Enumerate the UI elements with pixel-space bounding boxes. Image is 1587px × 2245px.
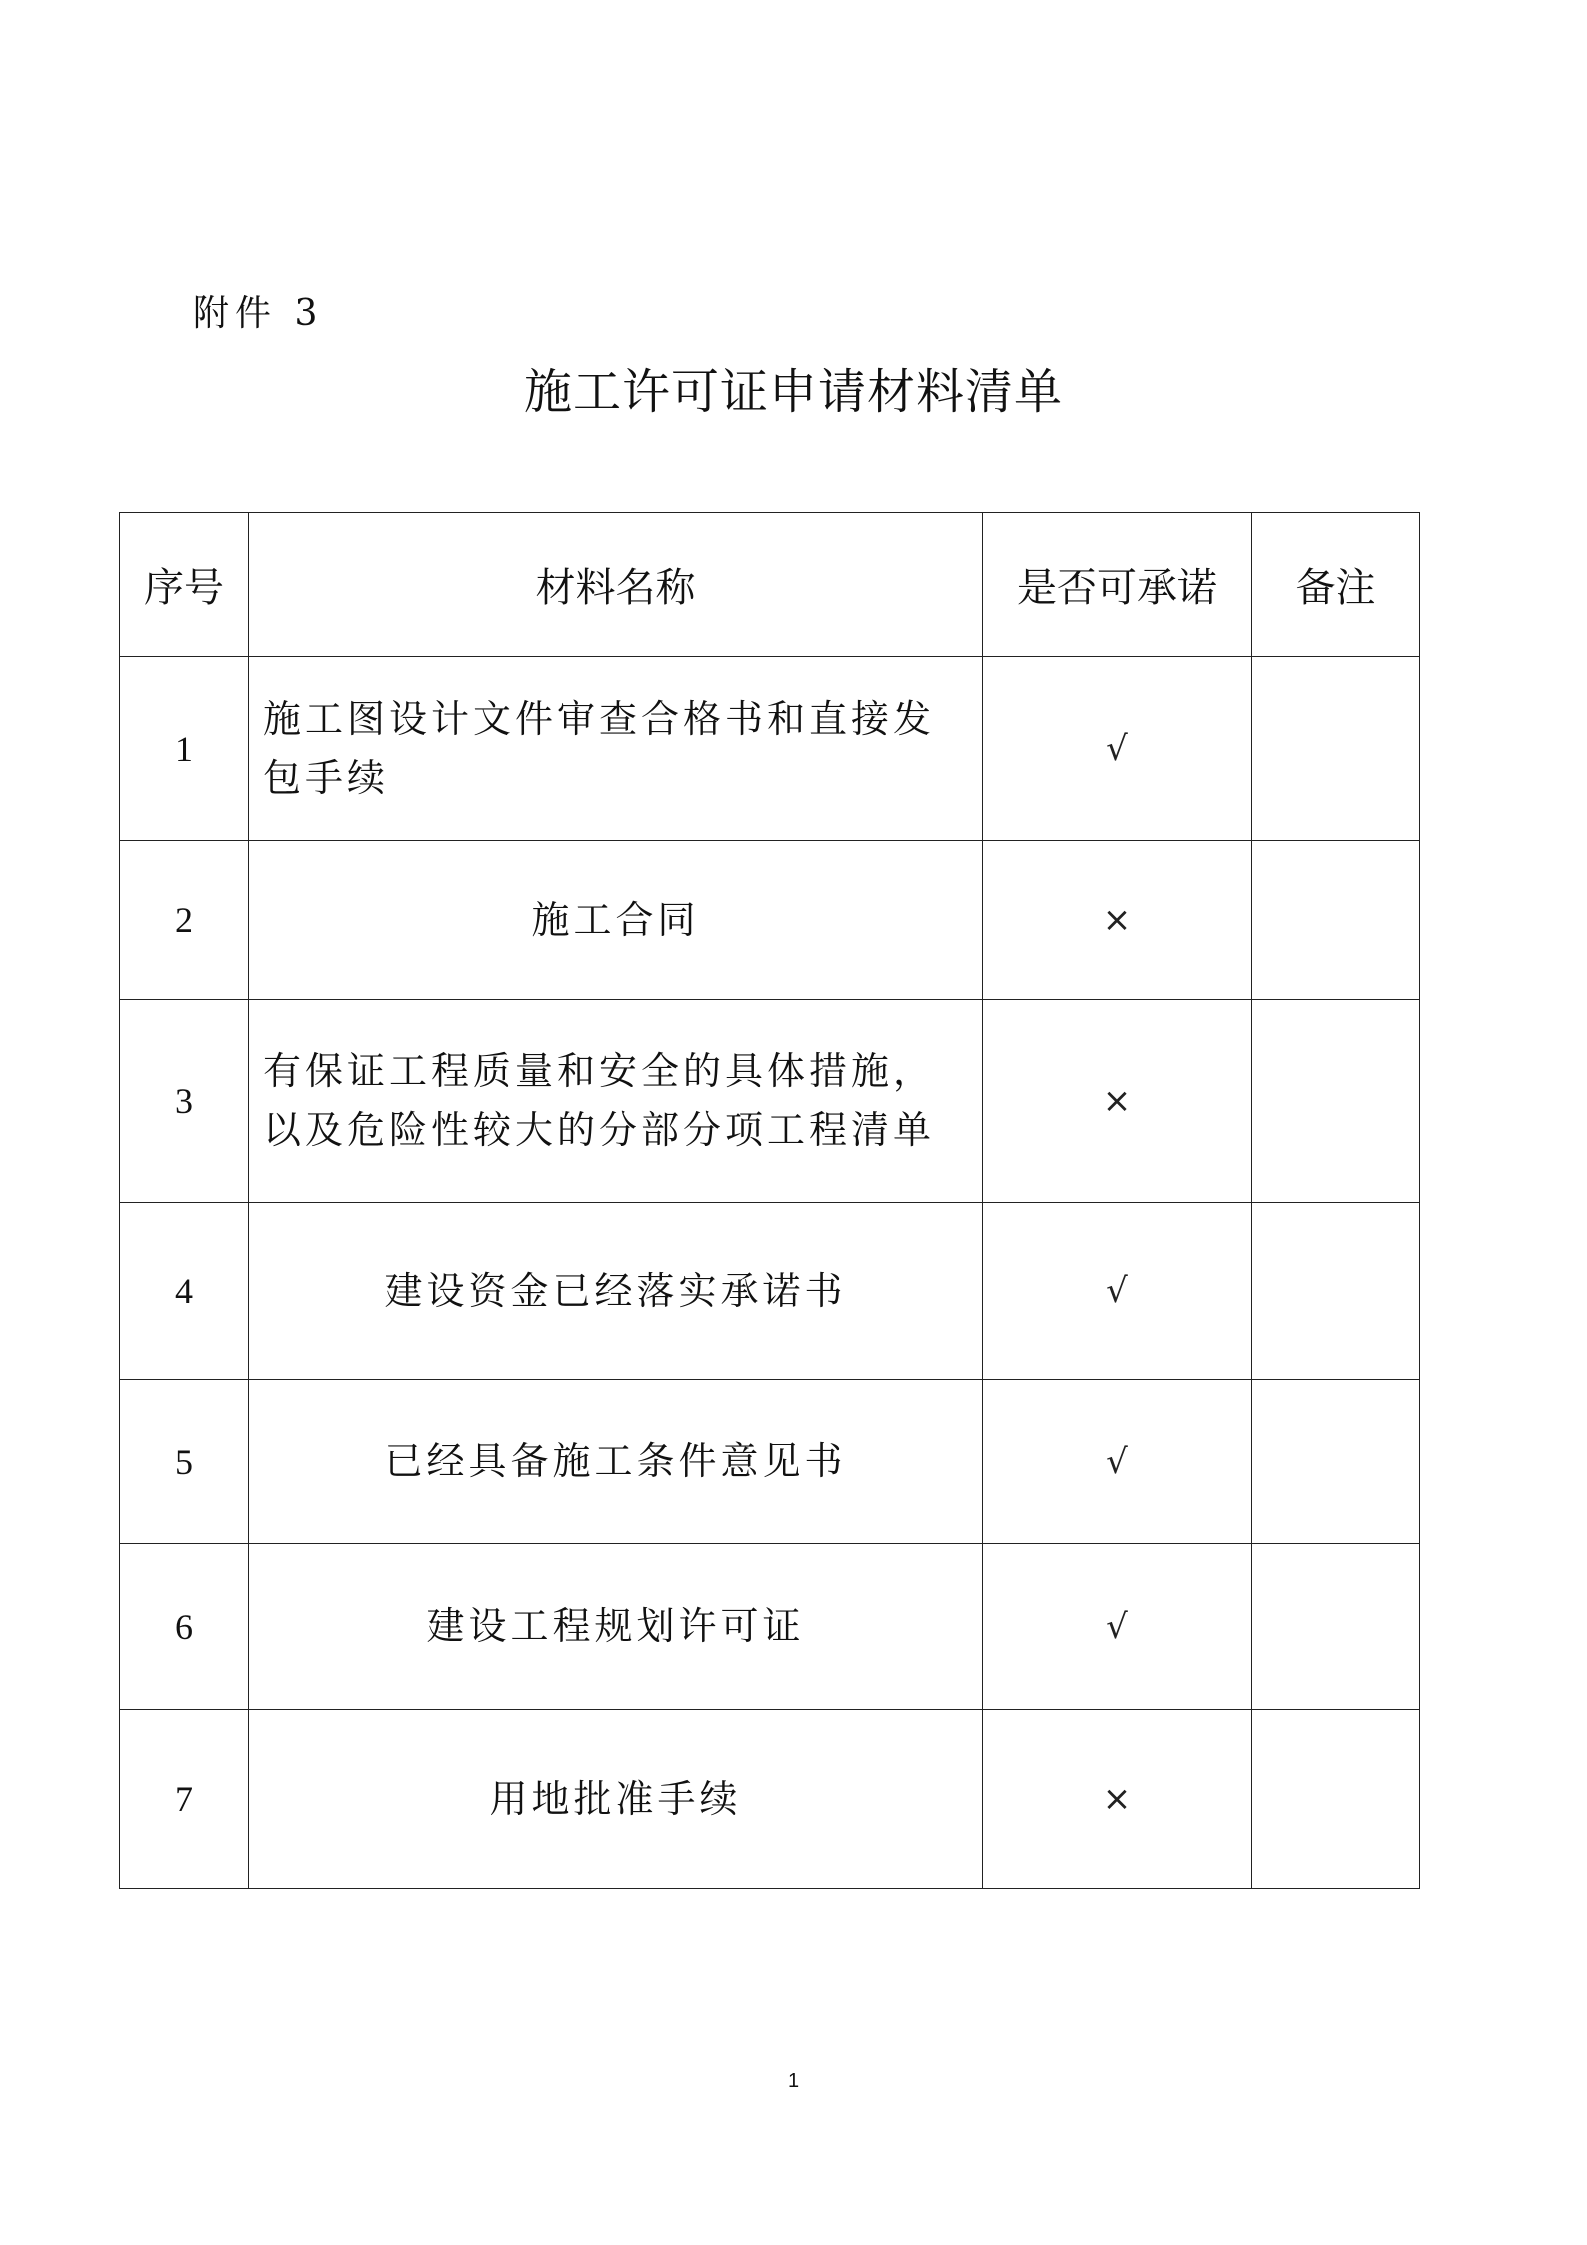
note-cell [1252, 841, 1420, 1000]
note-cell [1252, 1544, 1420, 1710]
row-number: 7 [120, 1710, 249, 1889]
promise-mark: √ [983, 1203, 1252, 1380]
note-cell [1252, 657, 1420, 841]
row-number: 2 [120, 841, 249, 1000]
material-name: 有保证工程质量和安全的具体措施，以及危险性较大的分部分项工程清单 [249, 1000, 983, 1203]
table-row [120, 1544, 1420, 1710]
table-row [120, 841, 1420, 1000]
note-cell [1252, 1000, 1420, 1203]
table-row [120, 657, 1420, 841]
page-number: 1 [787, 2070, 800, 2092]
material-name: 施工合同 [249, 841, 983, 1000]
promise-mark: √ [983, 1380, 1252, 1544]
table-row [120, 1000, 1420, 1203]
material-name: 已经具备施工条件意见书 [249, 1380, 983, 1544]
promise-mark: × [983, 841, 1252, 1000]
material-name: 建设工程规划许可证 [249, 1544, 983, 1710]
material-name: 建设资金已经落实承诺书 [249, 1203, 983, 1380]
material-name: 用地批准手续 [249, 1710, 983, 1889]
attachment-label: 附件 3 [193, 293, 324, 334]
row-number: 5 [120, 1380, 249, 1544]
row-number: 3 [120, 1000, 249, 1203]
table-row [120, 1203, 1420, 1380]
table-header-row [120, 513, 1420, 657]
materials-table [119, 512, 1420, 1889]
note-cell [1252, 1203, 1420, 1380]
note-cell [1252, 1710, 1420, 1889]
row-number: 1 [120, 657, 249, 841]
table-row [120, 1380, 1420, 1544]
promise-mark: × [983, 1000, 1252, 1203]
header-note: 备注 [1252, 513, 1420, 657]
header-promise: 是否可承诺 [983, 513, 1252, 657]
promise-mark: × [983, 1710, 1252, 1889]
note-cell [1252, 1380, 1420, 1544]
promise-mark: √ [983, 657, 1252, 841]
header-number: 序号 [120, 513, 249, 657]
row-number: 6 [120, 1544, 249, 1710]
material-name: 施工图设计文件审查合格书和直接发包手续 [249, 657, 983, 841]
row-number: 4 [120, 1203, 249, 1380]
header-material-name: 材料名称 [249, 513, 983, 657]
table-row [120, 1710, 1420, 1889]
promise-mark: √ [983, 1544, 1252, 1710]
document-title: 施工许可证申请材料清单 [523, 364, 1063, 420]
